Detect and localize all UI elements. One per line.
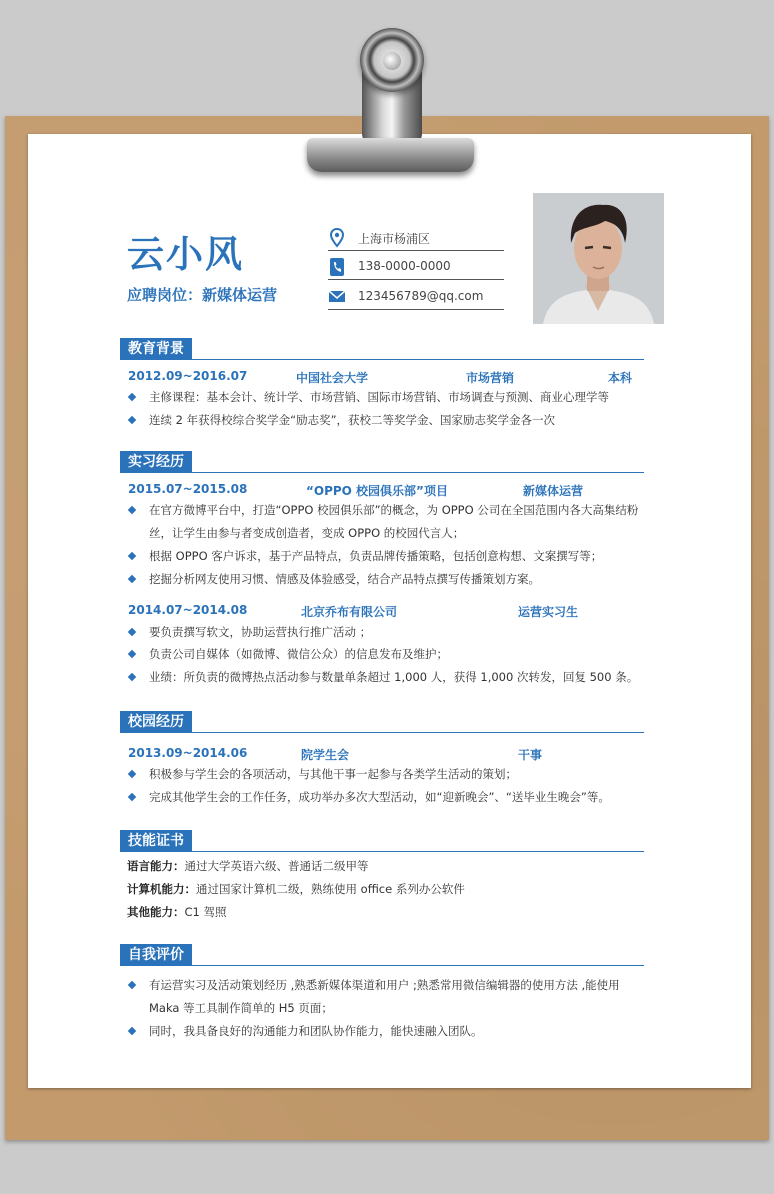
campus-divider xyxy=(120,732,644,733)
self-eval-divider xyxy=(120,965,644,966)
internship-role: 新媒体运营 xyxy=(523,484,584,498)
list-item: 根据 OPPO 客户诉求，基于产品特点，负责品牌传播策略，包括创意构想、文案撰写等； xyxy=(128,545,648,568)
phone-icon xyxy=(328,257,346,277)
education-degree: 本科 xyxy=(608,371,633,385)
list-item: 完成其他学生会的工作任务，成功举办多次大型活动，如“迎新晚会”、“送毕业生晚会”等。 xyxy=(128,786,648,809)
section-skills-title: 技能证书 xyxy=(120,830,192,852)
contact-phone-text: 138-0000-0000 xyxy=(358,259,451,273)
campus-org: 院学生会 xyxy=(301,748,350,762)
campus-date: 2013.09~2014.06 xyxy=(128,746,248,760)
education-school: 中国社会大学 xyxy=(296,371,369,385)
skill-line: 语言能力：通过大学英语六级、普通话二级甲等 xyxy=(127,859,369,873)
contact-address-text: 上海市杨浦区 xyxy=(358,232,431,246)
applied-position: 应聘岗位：新媒体运营 xyxy=(127,286,278,304)
binder-clip-hole xyxy=(383,52,401,70)
education-date: 2012.09~2016.07 xyxy=(128,369,248,383)
internship-date: 2014.07~2014.08 xyxy=(128,603,248,617)
list-item: 挖掘分析网友使用习惯、情感及体验感受，结合产品特点撰写传播策划方案。 xyxy=(128,568,648,591)
skill-line: 计算机能力：通过国家计算机二级，熟练使用 office 系列办公软件 xyxy=(127,882,465,896)
section-education-title: 教育背景 xyxy=(120,338,192,360)
contact-phone xyxy=(328,257,504,280)
contact-email-text: 123456789@qq.com xyxy=(358,289,484,303)
avatar-portrait xyxy=(533,193,664,324)
internship-role: 运营实习生 xyxy=(518,605,579,619)
list-item: 负责公司自媒体（如微博、微信公众）的信息发布及维护； xyxy=(128,643,648,666)
contact-address xyxy=(328,228,504,251)
skills-divider xyxy=(120,851,644,852)
section-self-eval-title: 自我评价 xyxy=(120,944,192,966)
section-campus-title: 校园经历 xyxy=(120,711,192,733)
education-major: 市场营销 xyxy=(466,371,515,385)
education-divider xyxy=(120,359,644,360)
list-item: 有运营实习及活动策划经历 ,熟悉新媒体渠道和用户 ;熟悉常用微信编辑器的使用方法 ,能使用 Maka 等工具制作简单的 H5 页面； xyxy=(128,974,648,1020)
candidate-name: 云小风 xyxy=(127,233,244,276)
list-item: 主修课程：基本会计、统计学、市场营销、国际市场营销、市场调查与预测、商业心理学等 xyxy=(128,386,648,409)
skill-line: 其他能力：C1 驾照 xyxy=(127,905,227,919)
list-item: 积极参与学生会的各项活动，与其他干事一起参与各类学生活动的策划； xyxy=(128,763,648,786)
contact-email xyxy=(328,287,504,310)
internship-org: “OPPO 校园俱乐部”项目 xyxy=(306,484,448,498)
binder-clip-base xyxy=(307,138,474,172)
list-item: 要负责撰写软文，协助运营执行推广活动 ； xyxy=(128,621,648,644)
internship-date: 2015.07~2015.08 xyxy=(128,482,248,496)
mail-icon xyxy=(328,287,346,307)
internship-org: 北京乔布有限公司 xyxy=(301,605,398,619)
profile-photo xyxy=(533,193,664,324)
list-item: 同时，我具备良好的沟通能力和团队协作能力，能快速融入团队。 xyxy=(128,1020,648,1043)
list-item: 在官方微博平台中，打造“OPPO 校园俱乐部”的概念，为 OPPO 公司在全国范围内各大高集结粉丝，让学生由参与者变成创造者，变成 OPPO 的校园代言人； xyxy=(128,499,648,545)
list-item: 业绩：所负责的微博热点活动参与数量单条超过 1,000 人，获得 1,000 次转发，回复 500 条。 xyxy=(128,666,648,689)
location-pin-icon xyxy=(328,228,346,248)
internship-divider xyxy=(120,472,644,473)
campus-role: 干事 xyxy=(518,748,543,762)
section-internship-title: 实习经历 xyxy=(120,451,192,473)
list-item: 连续 2 年获得校综合奖学金“励志奖”，获校二等奖学金、国家励志奖学金各一次 xyxy=(128,409,648,432)
